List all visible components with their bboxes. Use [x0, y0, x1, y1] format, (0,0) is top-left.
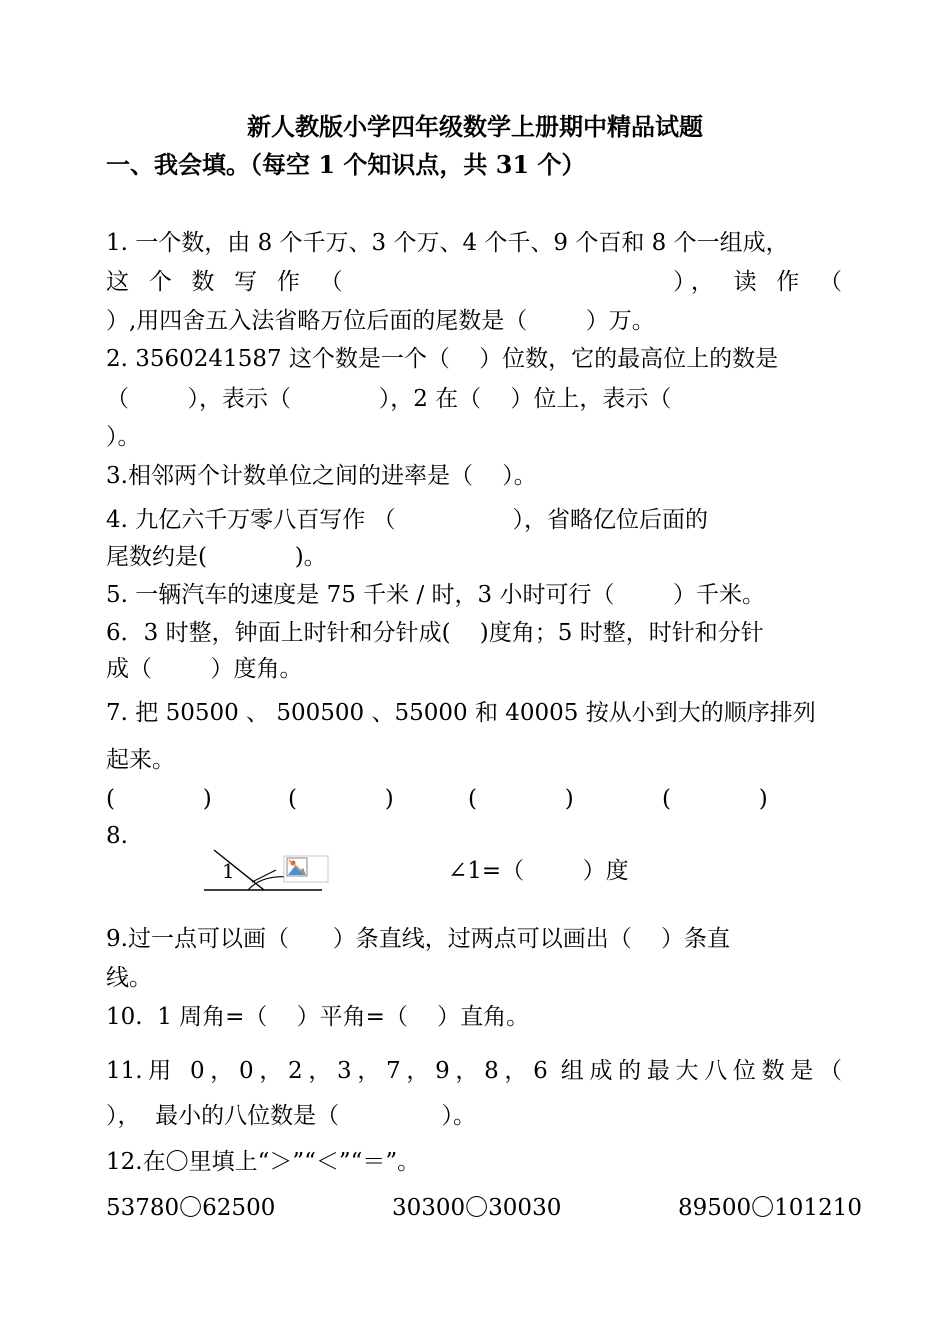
q8-answer: ∠1=（ ）度 [448, 858, 629, 884]
q4-line2: 尾数约是( )。 [106, 544, 327, 570]
q7-blank-4: ( ) [662, 786, 768, 812]
q10-line: 10. 1 周角=（ ）平角=（ ）直角。 [106, 1004, 530, 1030]
q12-compare-3: 89500〇101210 [678, 1195, 862, 1221]
broken-image-icon [284, 856, 328, 882]
q2-line1: 2. 3560241587 这个数是一个（ ）位数，它的最高位上的数是 [106, 346, 779, 372]
q1-line3: ）,用四舍五入法省略万位后面的尾数是（ ）万。 [106, 308, 655, 334]
q2-line3: ）。 [106, 424, 141, 450]
q1-line2: 这 个 数 写 作 （ ）， 读 作 （ [106, 269, 842, 295]
q4-line1: 4. 九亿六千万零八百写作 （ ），省略亿位后面的 [106, 507, 709, 533]
q7-blank-3: ( ) [468, 786, 574, 812]
q6-line1: 6．3 时整，钟面上时针和分针成( )度角；5 时整，时针和分针 [106, 620, 764, 646]
q3-line: 3.相邻两个计数单位之间的进率是（ ）。 [106, 463, 537, 489]
q5-line: 5. 一辆汽车的速度是 75 千米 / 时，3 小时可行（ ）千米。 [106, 582, 765, 608]
q11-line2: ）， 最小的八位数是（ ）。 [106, 1103, 476, 1129]
q7-line2: 起来。 [106, 747, 175, 773]
q7-blank-1: ( ) [106, 786, 212, 812]
q6-line2: 成（ ）度角。 [106, 656, 303, 682]
q11-line1: 11.用 0，0，2，3，7，9，8，6 组成的最大八位数是（ [106, 1058, 842, 1084]
q1-line1: 1. 一个数，由 8 个千万、3 个万、4 个千、9 个百和 8 个一组成， [106, 230, 789, 256]
q7-blank-2: ( ) [288, 786, 394, 812]
q9-line1: 9.过一点可以画（ ）条直线，过两点可以画出（ ）条直 [106, 926, 731, 952]
page-title: 新人教版小学四年级数学上册期中精品试题 [247, 112, 703, 141]
q12-compare-2: 30300〇30030 [392, 1195, 562, 1221]
q8-number: 8. [106, 823, 128, 849]
q9-line2: 线。 [106, 965, 152, 991]
angle-figure [196, 846, 336, 896]
q12-compare-1: 53780〇62500 [106, 1195, 276, 1221]
protractor-edge-line [252, 870, 276, 882]
section-heading: 一、我会填。（每空 1 个知识点，共 31 个） [106, 150, 586, 179]
q7-line1: 7. 把 50500 、 500500 、55000 和 40005 按从小到大的顺序排列 [106, 700, 816, 726]
angle-label: 1 [222, 859, 235, 883]
q2-line2: （ ），表示（ ），2 在（ ）位上，表示（ [106, 386, 672, 412]
q12-line: 12.在〇里填上“＞”“＜”“＝”。 [106, 1149, 421, 1175]
